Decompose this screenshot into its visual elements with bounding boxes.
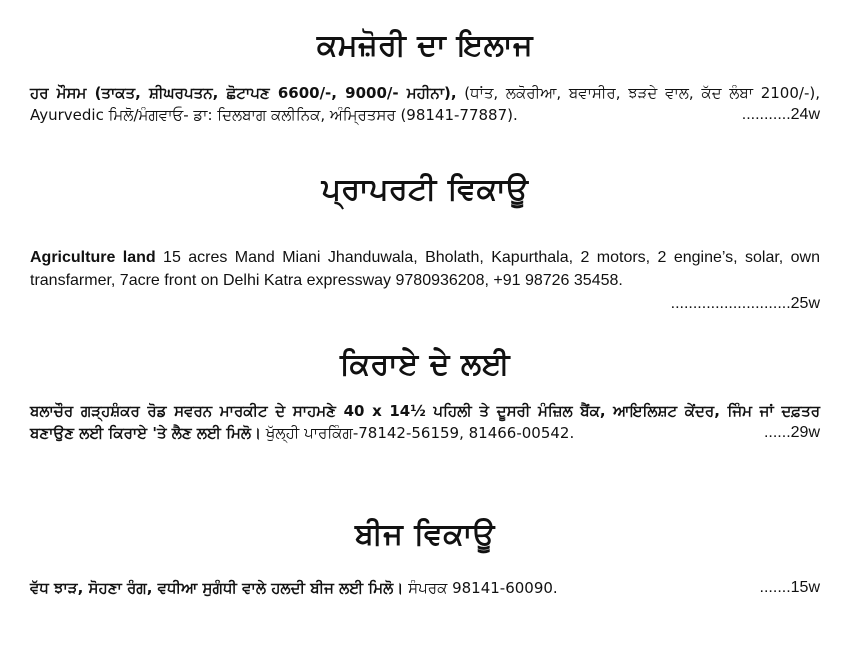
heading-seeds-for-sale: ਬੀਜ ਵਿਕਾਊ: [355, 517, 495, 552]
ad-text: ਖੁੱਲ੍ਹੀ ਪਾਰਕਿੰਗ-78142-56159, 81466-00542.: [261, 424, 575, 442]
ad-text: (ਧਾਂਤ, ਲਕੋਰੀਆ, ਬਵਾਸੀਰ, ਝੜਦੇ ਵਾਲ, ਕੱਦ ਲੰਬਾ 2100/-), Ayurvedic ਮਿਲੋ/ਮੰਗਵਾਓ- ਡਾ: ਦਿਲਬਾਗ ਕਲੀਨਿਕ, ਅੰਮ੍ਰਿਤਸਰ (98141-77887).: [30, 84, 820, 124]
ad-bold-lead: ਹਰ ਮੌਸਮ (ਤਾਕਤ, ਸ਼ੀਘਰਪਤਨ, ਛੋਟਾਪਣ 6600/-, 9000/- ਮਹੀਨਾ),: [30, 84, 457, 102]
ad-text: 15 acres Mand Miani Jhanduwala, Bholath, Kapurthala, 2 motors, 2 engine’s, solar, own transfarmer, 7acre front on Delhi Katra expressway 9780936208, +91 98726 35458.: [30, 249, 820, 289]
ad-seeds: [30, 577, 820, 599]
heading-for-rent: ਕਿਰਾਏ ਦੇ ਲਈ: [339, 347, 511, 382]
ad-reference-code: ......29w: [763, 424, 820, 441]
ad-bold-lead: ਵੱਧ ਝਾੜ, ਸੋਹਣਾ ਰੰਗ, ਵਧੀਆ ਸੁਗੰਧੀ ਵਾਲੇ ਹਲਦੀ ਬੀਜ ਲਈ ਮਿਲੋ।: [30, 579, 404, 597]
ad-text: ਸੰਪਰਕ 98141-60090.: [403, 579, 558, 597]
ad-weakness-treatment: [30, 82, 820, 126]
ad-reference-code: ...........24w: [741, 106, 820, 123]
heading-weakness-treatment: ਕਮਜ਼ੋਰੀ ਦਾ ਇਲਾਜ: [316, 28, 534, 63]
heading-property-for-sale: ਪ੍ਰਾਪਰਟੀ ਵਿਕਾਊ: [321, 172, 529, 207]
ad-bold-lead: ਬਲਾਚੌਰ ਗੜ੍ਹਸ਼ੰਕਰ ਰੋਡ ਸਵਰਨ ਮਾਰਕੀਟ ਦੇ ਸਾਹਮਣੇ 40 x 14½ ਪਹਿਲੀ ਤੇ ਦੂਸਰੀ ਮੰਜ਼ਿਲ ਬੈਂਕ, ਆਇਲਿਸ਼ਟ ਕੇਂਦਰ, ਜਿੰਮ ਜਾਂ ਦਫ਼ਤਰ ਬਣਾਉਣ ਲਈ ਕਿਰਾਏ 'ਤੇ ਲੈਣ ਲਈ ਮਿਲੋ।: [30, 402, 820, 442]
ad-agriculture-land: [30, 246, 820, 315]
ad-bold-lead: Agriculture land: [30, 249, 156, 266]
ad-reference-code: ...........................25w: [670, 295, 820, 312]
ad-reference-code: .......15w: [759, 579, 820, 596]
ad-for-rent: [30, 400, 820, 444]
